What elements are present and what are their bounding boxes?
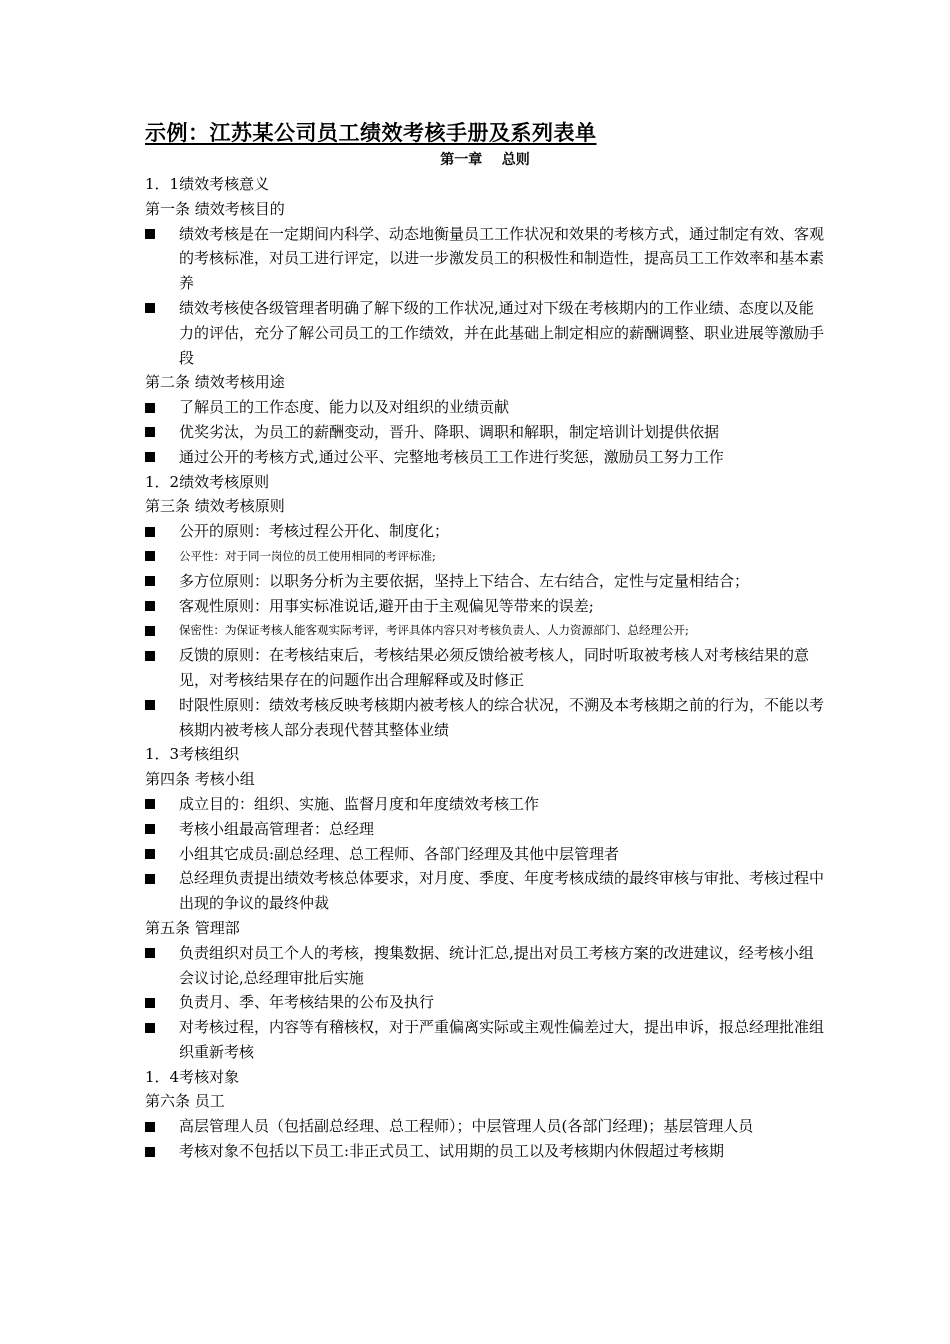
bullet-item: 公开的原则：考核过程公开化、制度化； [145, 519, 825, 544]
bullet-item: 负责月、季、年考核结果的公布及执行 [145, 990, 825, 1015]
bullet-item: 多方位原则：以职务分析为主要依据，坚持上下结合、左右结合，定性与定量相结合； [145, 569, 825, 594]
square-bullet-icon [145, 626, 155, 636]
bullet-item: 成立目的：组织、实施、监督月度和年度绩效考核工作 [145, 792, 825, 817]
square-bullet-icon [145, 551, 155, 561]
bullet-item: 绩效考核使各级管理者明确了解下级的工作状况,通过对下级在考核期内的工作业绩、态度以及能力的评估，充分了解公司员工的工作绩效，并在此基础上制定相应的薪酬调整、职业进展等激励手段 [145, 296, 825, 370]
bullet-item: 总经理负责提出绩效考核总体要求，对月度、季度、年度考核成绩的最终审核与审批、考核过程中出现的争议的最终仲裁 [145, 866, 825, 916]
square-bullet-icon [145, 824, 155, 834]
square-bullet-icon [145, 601, 155, 611]
square-bullet-icon [145, 403, 155, 413]
bullet-item: 对考核过程，内容等有稽核权，对于严重偏离实际或主观性偏差过大，提出申诉，报总经理批准组织重新考核 [145, 1015, 825, 1065]
bullet-item: 公平性：对于同一岗位的员工使用相同的考评标准; [145, 544, 825, 569]
bullet-item: 通过公开的考核方式,通过公平、完整地考核员工工作进行奖惩，激励员工努力工作 [145, 445, 825, 470]
square-bullet-icon [145, 303, 155, 313]
section-heading: 1．1绩效考核意义 [145, 175, 270, 193]
square-bullet-icon [145, 527, 155, 537]
square-bullet-icon [145, 651, 155, 661]
square-bullet-icon [145, 874, 155, 884]
bullet-item: 反馈的原则：在考核结束后，考核结果必须反馈给被考核人，同时听取被考核人对考核结果的意见，对考核结果存在的问题作出合理解释或及时修正 [145, 643, 825, 693]
document-title: 示例：江苏某公司员工绩效考核手册及系列表单 [145, 121, 597, 145]
square-bullet-icon [145, 229, 155, 239]
square-bullet-icon [145, 948, 155, 958]
article-heading: 第二条 绩效考核用途 [145, 373, 285, 392]
bullet-item: 优奖劣汰，为员工的薪酬变动，晋升、降职、调职和解职，制定培训计划提供依据 [145, 420, 825, 445]
square-bullet-icon [145, 452, 155, 462]
square-bullet-icon [145, 849, 155, 859]
article-heading: 第三条 绩效考核原则 [145, 497, 285, 516]
bullet-item: 绩效考核是在一定期间内科学、动态地衡量员工工作状况和效果的考核方式，通过制定有效、客观的考核标准，对员工进行评定，以进一步激发员工的积极性和制造性，提高员工工作效率和基本素养 [145, 222, 825, 296]
document-page [145, 118, 825, 1164]
section-heading: 1．3考核组织 [145, 745, 240, 764]
article-heading: 第五条 管理部 [145, 918, 240, 937]
bullet-item: 时限性原则：绩效考核反映考核期内被考核人的综合状况，不溯及本考核期之前的行为，不能以考核期内被考核人部分表现代替其整体业绩 [145, 693, 825, 743]
square-bullet-icon [145, 998, 155, 1008]
square-bullet-icon [145, 1023, 155, 1033]
bullet-item: 客观性原则：用事实标准说话,避开由于主观偏见等带来的误差; [145, 594, 825, 619]
square-bullet-icon [145, 1122, 155, 1132]
section-heading: 1．2绩效考核原则 [145, 472, 270, 491]
square-bullet-icon [145, 1147, 155, 1157]
chapter-heading: 第一章 总则 [440, 152, 530, 168]
bullet-item: 小组其它成员:副总经理、总工程师、各部门经理及其他中层管理者 [145, 842, 825, 867]
section-heading: 1．4考核对象 [145, 1067, 240, 1086]
bullet-item: 负责组织对员工个人的考核，搜集数据、统计汇总,提出对员工考核方案的改进建议，经考核小组会议讨论,总经理审批后实施 [145, 941, 825, 991]
article-heading: 第一条 绩效考核目的 [145, 199, 285, 218]
bullet-item: 保密性：为保证考核人能客观实际考评，考评具体内容只对考核负责人、人力资源部门、总经理公开; [145, 618, 825, 643]
square-bullet-icon [145, 799, 155, 809]
square-bullet-icon [145, 700, 155, 710]
bullet-item: 考核对象不包括以下员工:非正式员工、试用期的员工以及考核期内休假超过考核期 [145, 1139, 825, 1164]
square-bullet-icon [145, 576, 155, 586]
article-heading: 第六条 员工 [145, 1092, 225, 1111]
bullet-item: 高层管理人员（包括副总经理、总工程师）；中层管理人员(各部门经理)；基层管理人员 [145, 1114, 825, 1139]
article-heading: 第四条 考核小组 [145, 770, 255, 789]
bullet-item: 考核小组最高管理者：总经理 [145, 817, 825, 842]
square-bullet-icon [145, 427, 155, 437]
bullet-item: 了解员工的工作态度、能力以及对组织的业绩贡献 [145, 395, 825, 420]
